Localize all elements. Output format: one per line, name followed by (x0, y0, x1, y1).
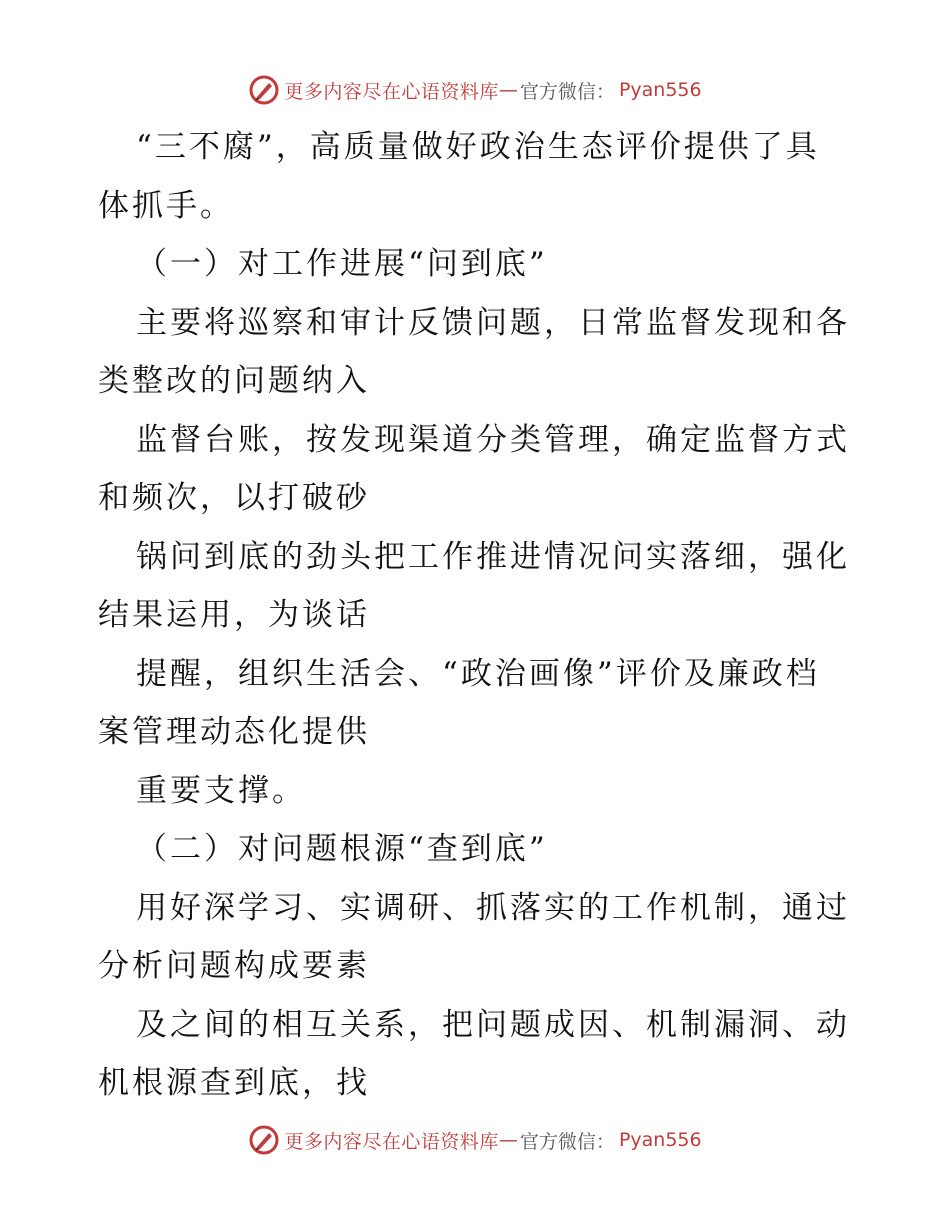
document-body (98, 118, 858, 1113)
watermark-code: Pyan556 (618, 79, 702, 101)
text-line: 重要支撑。 (136, 772, 306, 809)
text-line: 案管理动态化提供 (98, 714, 370, 750)
watermark-text: 更多内容尽在心语资料库 (284, 80, 499, 103)
text-line: （二）对问题根源“查到底” (136, 831, 548, 867)
text-line: 锅问到底的劲头把工作推进情况问实落细，强化 (136, 538, 850, 575)
text-line: 体抓手。 (98, 187, 234, 224)
logo-pen-icon (248, 74, 280, 106)
watermark-official-label: 官方微信： (519, 80, 615, 103)
text-line: 监督台账，按发现渠道分类管理，确定监督方式 (136, 421, 850, 458)
text-line: 类整改的问题纳入 (98, 363, 370, 399)
watermark-separator: — (498, 79, 518, 101)
text-line: 主要将巡察和审计反馈问题，日常监督发现和各 (136, 304, 850, 341)
text-line: 分析问题构成要素 (98, 948, 370, 984)
watermark-separator: — (498, 1129, 518, 1151)
logo-pen-icon (248, 1124, 280, 1156)
watermark-code: Pyan556 (618, 1129, 702, 1151)
header-watermark (0, 70, 950, 110)
text-line: 用好深学习、实调研、抓落实的工作机制，通过 (136, 889, 850, 926)
text-line: 提醒，组织生活会、“政治画像”评价及廉政档 (136, 655, 820, 692)
watermark-official-label: 官方微信： (519, 1130, 615, 1153)
footer-watermark (0, 1120, 950, 1160)
text-line: 和频次，以打破砂 (98, 480, 370, 516)
text-line: 结果运用，为谈话 (98, 597, 370, 633)
watermark-text: 更多内容尽在心语资料库 (284, 1130, 499, 1153)
text-line: （一）对工作进展“问到底” (136, 246, 548, 282)
text-line: 机根源查到底，找 (98, 1065, 370, 1101)
text-line: “三不腐”，高质量做好政治生态评价提供了具 (136, 129, 820, 165)
text-line: 及之间的相互关系，把问题成因、机制漏洞、动 (136, 1006, 850, 1043)
